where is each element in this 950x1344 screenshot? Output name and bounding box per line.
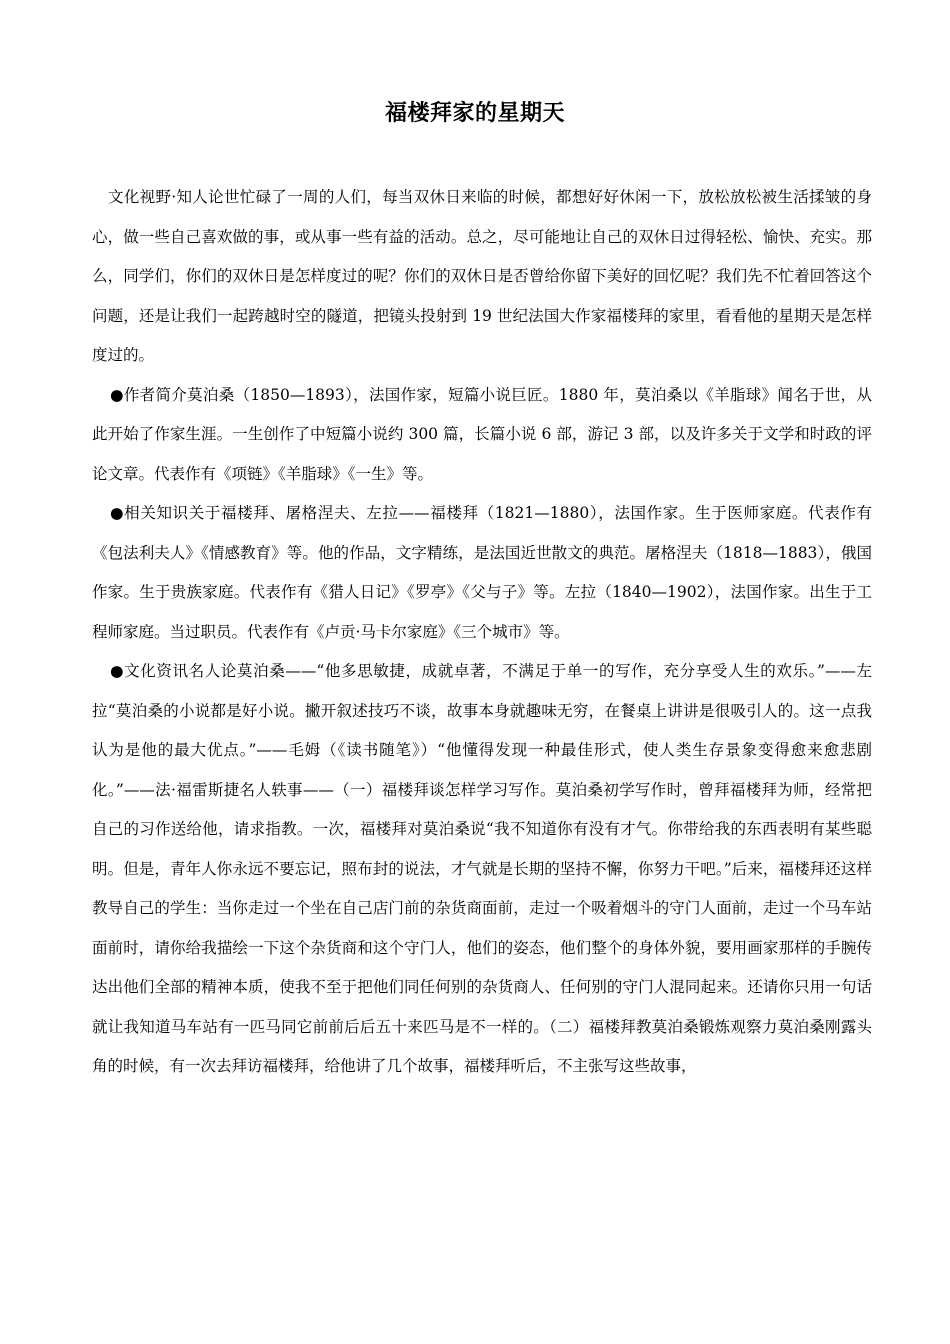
document-title: 福楼拜家的星期天: [384, 100, 565, 126]
bullet-icon: ●: [110, 504, 125, 522]
author-intro-text: 作者简介莫泊桑（1850—1893），法国作家，短篇小说巨匠。1880 年，莫泊桑以《羊脂球》闻名于世，从此开始了作家生涯。一生创作了中短篇小说约 300 篇，长篇小说 6 部，游记 3 部，以及许多关于文学和时政的评论文章。代表作有《项链》《羊脂球》《一生》等。: [92, 385, 872, 483]
culture-info-text: 文化资讯名人论莫泊桑——“他多思敏捷，成就卓著，不满足于单一的写作，充分享受人生的欢乐。”——左拉“莫泊桑的小说都是好小说。撇开叙述技巧不谈，故事本身就趣味无穷，在餐桌上讲讲是很吸引人的。这一点我认为是他的最大优点。”——毛姆（《读书随笔》）“他懂得发现一种最佳形式，使人类生存景象变得愈来愈悲剧化。”——法·福雷斯捷名人轶事——（一）福楼拜谈怎样学习写作。莫泊桑初学写作时，曾拜福楼拜为师，经常把自己的习作送给他，请求指教。一次，福楼拜对莫泊桑说“我不知道你有没有才气。你带给我的东西表明有某些聪明。但是，青年人你永远不要忘记，照布封的说法，才气就是长期的坚持不懈，你努力干吧。”后来，福楼拜还这样教导自己的学生：当你走过一个坐在自己店门前的杂货商面前，走过一个吸着烟斗的守门人面前，走过一个马车站面前时，请你给我描绘一下这个杂货商和这个守门人，他们的姿态，他们整个的身体外貌，要用画家那样的手腕传达出他们全部的精神本质，使我不至于把他们同任何别的杂货商人、任何别的守门人混同起来。还请你只用一句话就让我知道马车站有一匹马同它前前后后五十来匹马是不一样的。（二）福楼拜教莫泊桑锻炼观察力莫泊桑刚露头角的时候，有一次去拜访福楼拜，给他讲了几个故事，福楼拜听后，不主张写这些故事，: [92, 662, 872, 1075]
document-body: [92, 178, 872, 1087]
author-intro-paragraph: [92, 376, 872, 495]
culture-info-paragraph: [92, 652, 872, 1087]
intro-paragraph: [92, 178, 872, 376]
bullet-icon: ●: [110, 662, 125, 680]
related-knowledge-paragraph: [92, 494, 872, 652]
related-knowledge-text: 相关知识关于福楼拜、屠格涅夫、左拉——福楼拜（1821—1880），法国作家。生于医师家庭。代表作有《包法利夫人》《情感教育》等。他的作品，文字精练，是法国近世散文的典范。屠格涅夫（1818—1883），俄国作家。生于贵族家庭。代表作有《猎人日记》《罗亭》《父与子》等。左拉（1840—1902），法国作家。出生于工程师家庭。当过职员。代表作有《卢贡·马卡尔家庭》《三个城市》等。: [92, 504, 872, 641]
intro-paragraph-text: 文化视野·知人论世忙碌了一周的人们，每当双休日来临的时候，都想好好休闲一下，放松放松被生活揉皱的身心，做一些自己喜欢做的事，或从事一些有益的活动。总之，尽可能地让自己的双休日过得轻松、愉快、充实。那么，同学们，你们的双休日是怎样度过的呢？你们的双休日是否曾给你留下美好的回忆呢？我们先不忙着回答这个问题，还是让我们一起跨越时空的隧道，把镜头投射到 19 世纪法国大作家福楼拜的家里，看看他的星期天是怎样度过的。: [92, 188, 872, 364]
bullet-icon: ●: [110, 385, 124, 404]
